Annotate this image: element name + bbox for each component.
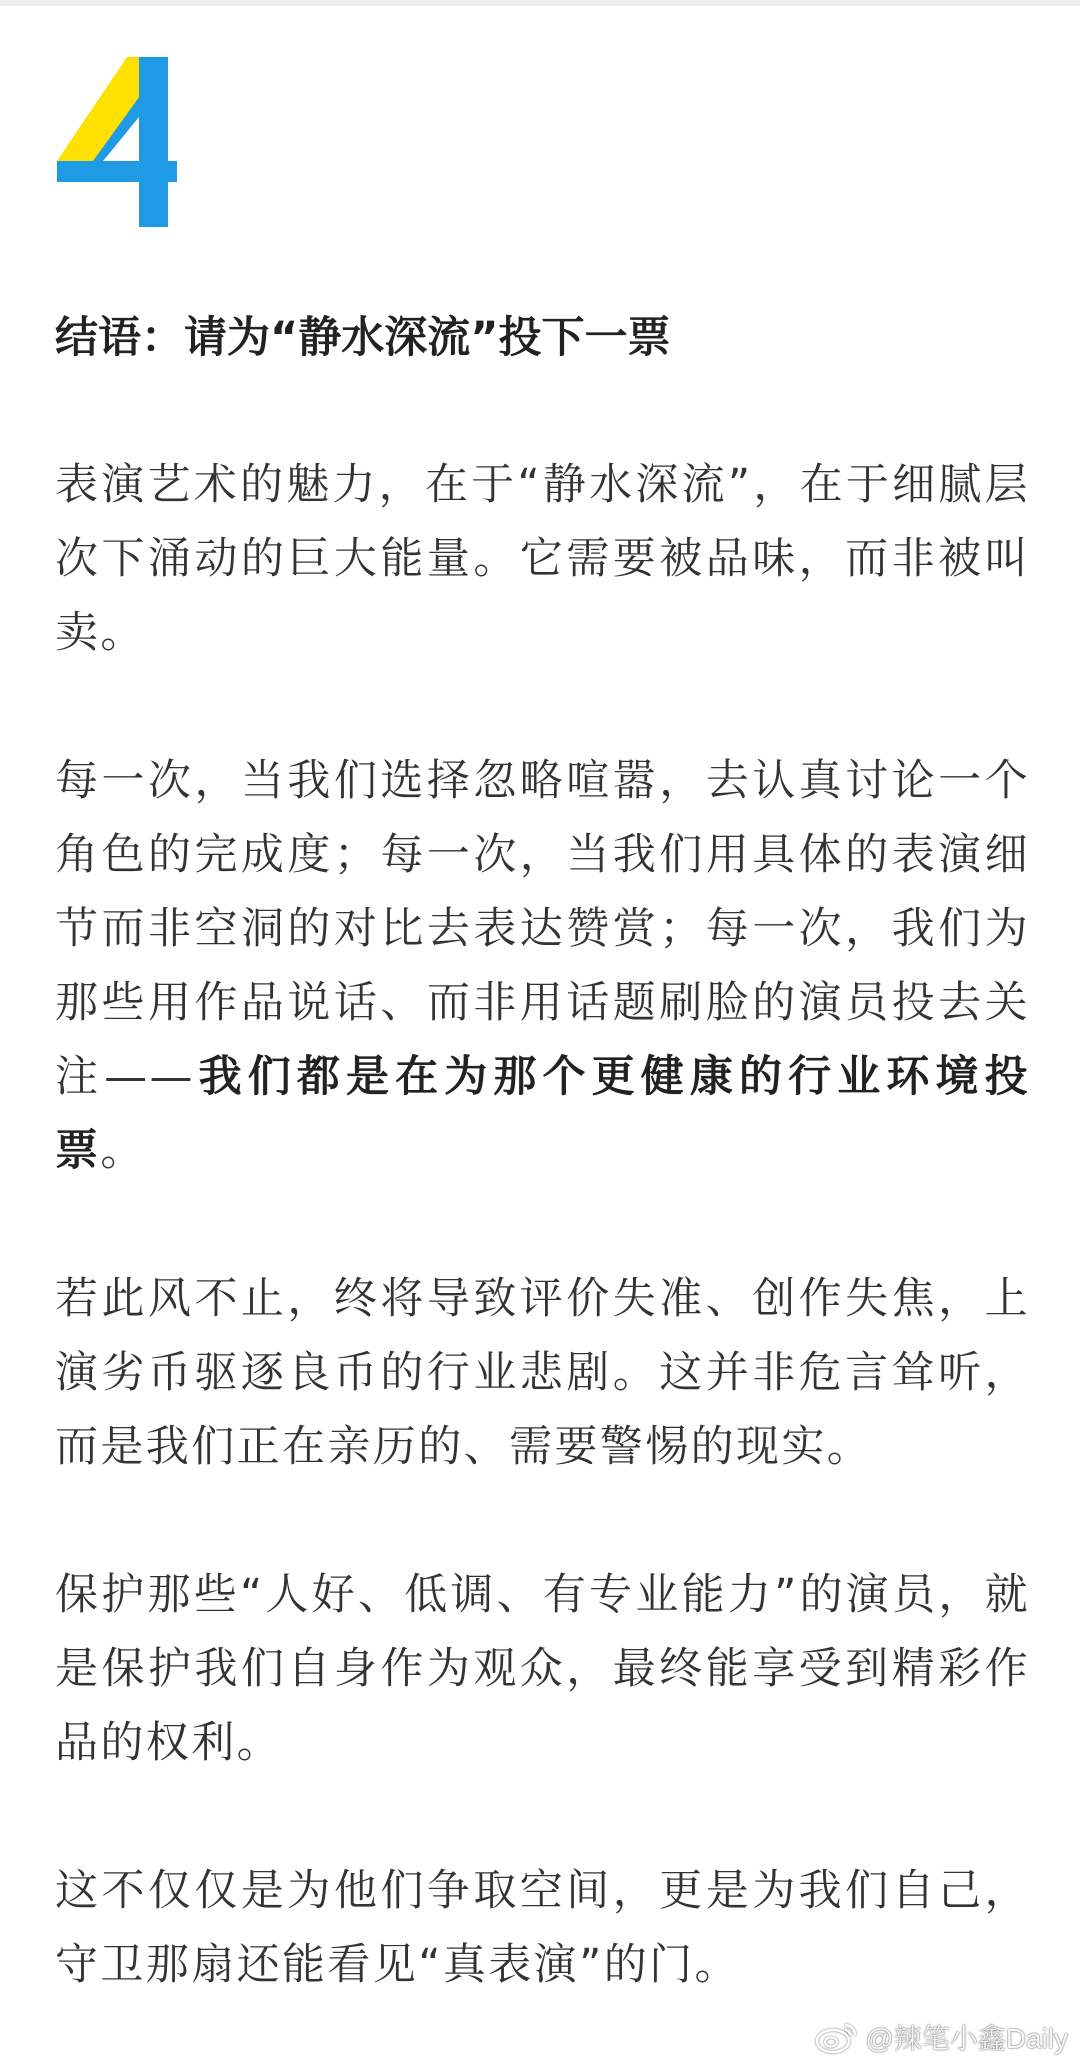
paragraph-3: 若此风不止，终将导致评价失准、创作失焦，上演劣币驱逐良币的行业悲剧。这并非危言耸听，而是我们正在亲历的、需要警惕的现实。 <box>55 1274 1030 1472</box>
article-body <box>55 448 1030 2002</box>
paragraph-2: 每一次，当我们选择忽略喧嚣，去认真讨论一个角色的完成度；每一次，当我们用具体的表演细节而非空洞的对比去表达赞赏；每一次，我们为那些用作品说话、而非用话题刷脸的演员投去关注——我们都是在为那个更健康的行业环境投票。 <box>55 756 1030 1176</box>
watermark-text: @辣笔小鑫Daily <box>865 2023 1068 2054</box>
paragraph-4: 保护那些“人好、低调、有专业能力”的演员，就是保护我们自身作为观众，最终能享受到精彩作品的权利。 <box>55 1570 1030 1768</box>
weibo-icon <box>815 2019 859 2055</box>
emphasis-text: 我们都是在为那个更健康的行业环境投票 <box>55 1052 1030 1176</box>
top-divider <box>0 0 1080 6</box>
badge-blue-bar <box>57 161 177 182</box>
badge-blue-front <box>139 57 168 161</box>
watermark <box>815 2015 1068 2059</box>
paragraph-1: 表演艺术的魅力，在于“静水深流”，在于细腻层次下涌动的巨大能量。它需要被品味，而非被叫卖。 <box>55 460 1030 658</box>
section-heading: 结语：请为“静水深流”投下一票 <box>55 313 671 363</box>
paragraph-5: 这不仅仅是为他们争取空间，更是为我们自己，守卫那扇还能看见“真表演”的门。 <box>55 1866 1030 1990</box>
section-number-badge <box>57 57 177 227</box>
